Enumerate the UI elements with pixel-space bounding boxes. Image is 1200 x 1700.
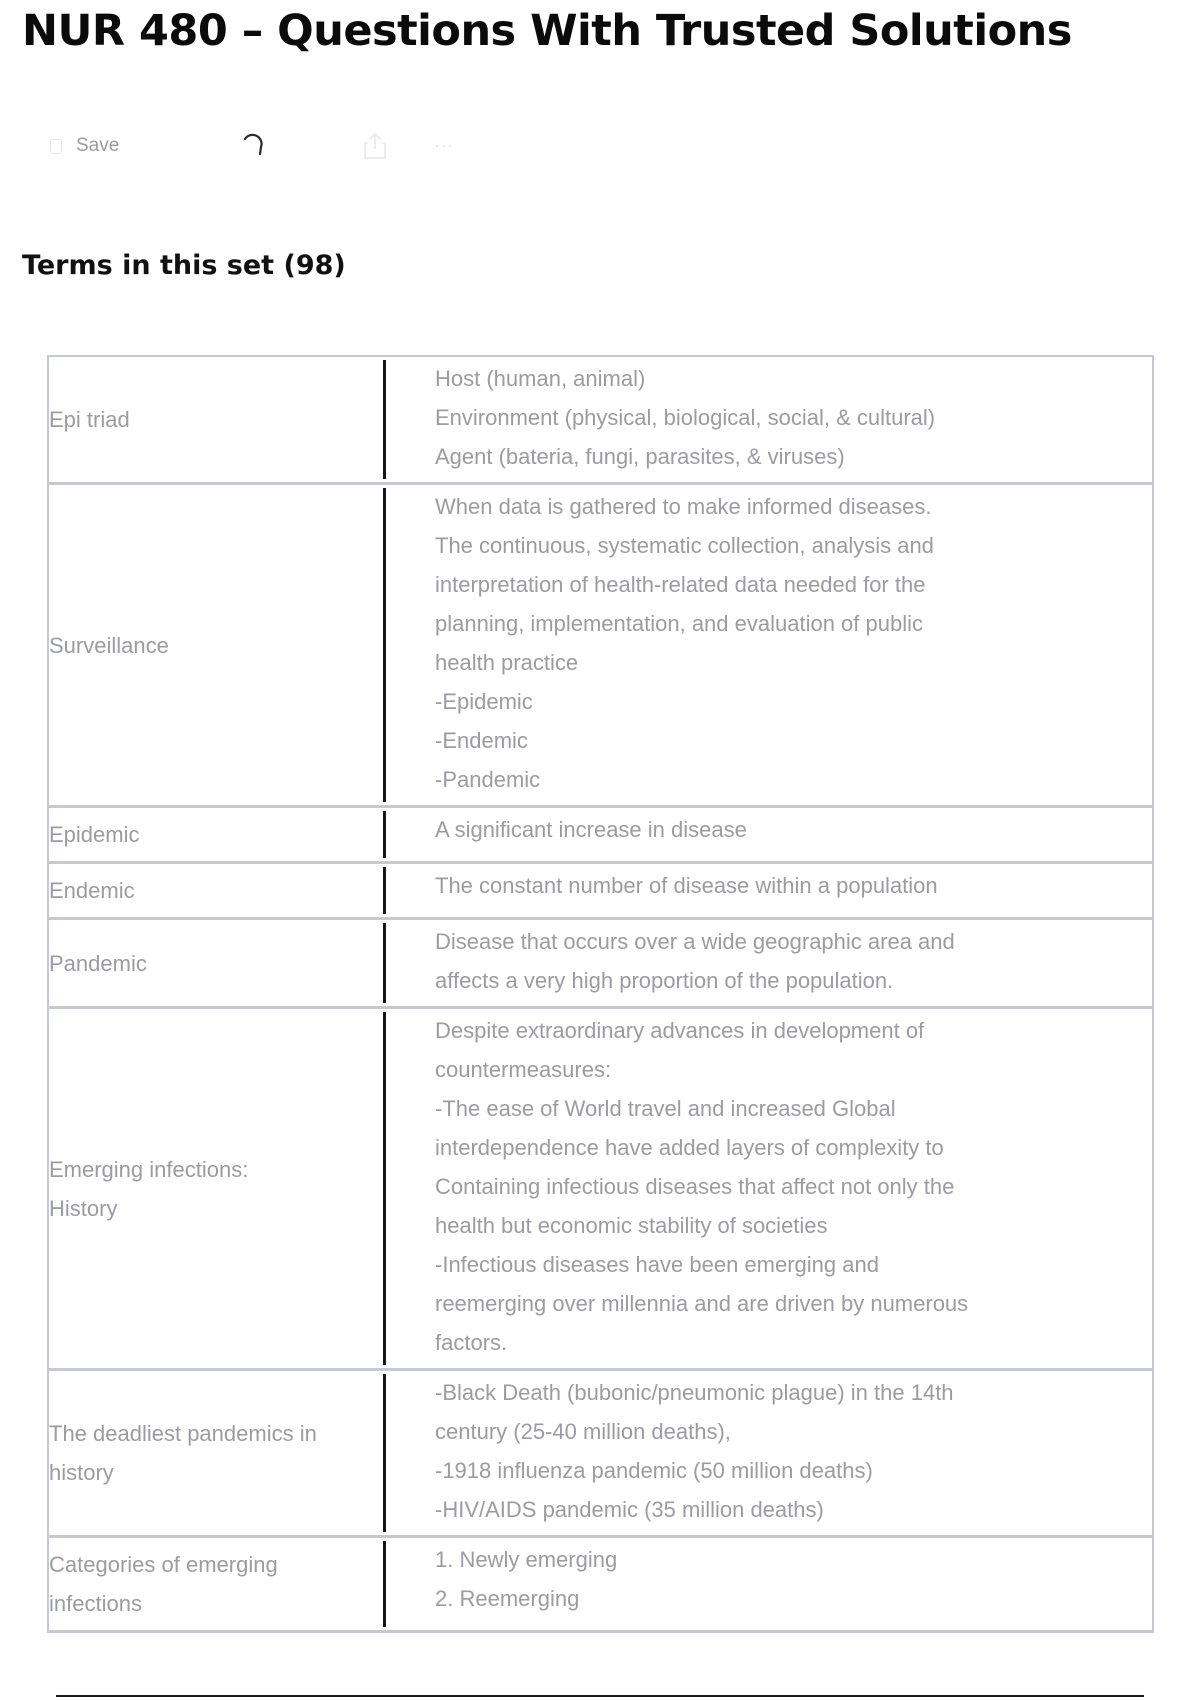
term-line: Categories of emerging — [49, 1552, 278, 1577]
term-text — [49, 871, 135, 910]
definition-line: interpretation of health-related data needed for the — [435, 572, 926, 597]
term-text — [49, 1414, 317, 1492]
definition-line: planning, implementation, and evaluation of public — [435, 611, 923, 636]
term-line: Epi triad — [49, 407, 130, 432]
share-button[interactable] — [362, 128, 388, 164]
definition-line: reemerging over millennia and are driven by numerous — [435, 1291, 969, 1316]
definition-line: 2. Reemerging — [435, 1586, 580, 1611]
save-label: Save — [76, 135, 120, 156]
term-text — [49, 626, 169, 665]
term-line: infections — [49, 1591, 142, 1616]
definition-line: -Infectious diseases have been emerging and — [435, 1252, 879, 1277]
page-divider — [56, 1695, 1144, 1697]
term-row — [49, 808, 1152, 864]
definition-cell — [386, 357, 1152, 482]
term-cell — [49, 485, 383, 805]
term-cell — [49, 357, 383, 482]
term-cell — [49, 1538, 383, 1630]
definition-cell — [386, 808, 1152, 861]
term-text — [49, 815, 139, 854]
definition-line: The continuous, systematic collection, analysis and — [435, 533, 934, 558]
page-title: NUR 480 – Questions With Trusted Solutions — [22, 6, 1072, 56]
definition-line: Environment (physical, biological, social, & cultural) — [435, 405, 936, 430]
term-line: Endemic — [49, 878, 135, 903]
terms-table — [47, 355, 1154, 1633]
definition-line: countermeasures: — [435, 1057, 612, 1082]
definition-line: Agent (bateria, fungi, parasites, & viruses) — [435, 444, 845, 469]
term-line: Surveillance — [49, 632, 169, 658]
more-icon: ··· — [434, 135, 455, 157]
definition-line: health practice — [435, 650, 579, 675]
term-cell — [49, 808, 383, 861]
term-row — [49, 920, 1152, 1009]
definition-line: The constant number of disease within a population — [435, 873, 938, 898]
definition-cell — [386, 920, 1152, 1006]
save-button[interactable] — [50, 128, 119, 164]
term-cell — [49, 920, 383, 1006]
definition-line: health but economic stability of societies — [435, 1213, 828, 1238]
definition-line: Host (human, animal) — [435, 366, 646, 391]
term-line: History — [49, 1195, 118, 1221]
definition-line: affects a very high proportion of the population. — [435, 968, 894, 993]
term-cell — [49, 1009, 383, 1368]
set-toolbar — [50, 128, 510, 164]
definition-cell — [386, 1371, 1152, 1535]
definition-line: -The ease of World travel and increased Global — [435, 1096, 896, 1121]
definition-line: -HIV/AIDS pandemic (35 million deaths) — [435, 1497, 824, 1522]
term-text — [49, 944, 147, 983]
term-row — [49, 864, 1152, 920]
definition-line: Disease that occurs over a wide geographic area and — [435, 929, 955, 954]
term-line: history — [49, 1460, 114, 1485]
definition-cell — [386, 485, 1152, 805]
definition-line: When data is gathered to make informed diseases. — [435, 494, 932, 519]
definition-line: -Black Death (bubonic/pneumonic plague) in the 14th — [435, 1380, 954, 1405]
term-cell — [49, 864, 383, 917]
term-text — [49, 1545, 278, 1623]
checkbox-icon — [50, 139, 62, 154]
more-options-button[interactable] — [434, 128, 454, 164]
definition-line: -Epidemic — [435, 689, 533, 714]
term-line: Emerging infections: — [49, 1156, 249, 1182]
definition-line: -Pandemic — [435, 767, 541, 792]
term-row — [49, 357, 1152, 485]
definition-line: -Endemic — [435, 728, 528, 753]
term-row — [49, 1371, 1152, 1538]
definition-line: Despite extraordinary advances in development of — [435, 1018, 925, 1043]
definition-cell — [386, 864, 1152, 917]
definition-cell — [386, 1538, 1152, 1630]
term-text — [49, 1150, 248, 1228]
term-line: Pandemic — [49, 950, 147, 976]
terms-count-heading: Terms in this set (98) — [22, 250, 346, 281]
definition-line: 1. Newly emerging — [435, 1547, 618, 1572]
term-line: The deadliest pandemics in — [49, 1421, 317, 1446]
definition-line: Containing infectious diseases that affect not only the — [435, 1174, 955, 1199]
definition-line: -1918 influenza pandemic (50 million deaths) — [435, 1458, 873, 1483]
term-line: Epidemic — [49, 822, 140, 847]
term-text — [49, 400, 130, 439]
definition-line: century (25-40 million deaths), — [435, 1419, 731, 1444]
definition-cell — [386, 1009, 1152, 1368]
spinner-icon — [240, 128, 266, 164]
definition-line: A significant increase in disease — [435, 817, 747, 842]
term-row — [49, 485, 1152, 808]
term-cell — [49, 1371, 383, 1535]
term-row — [49, 1538, 1152, 1633]
term-row — [49, 1009, 1152, 1371]
share-icon — [362, 131, 388, 161]
definition-line: interdependence have added layers of complexity to — [435, 1135, 944, 1160]
definition-line: factors. — [435, 1330, 508, 1355]
